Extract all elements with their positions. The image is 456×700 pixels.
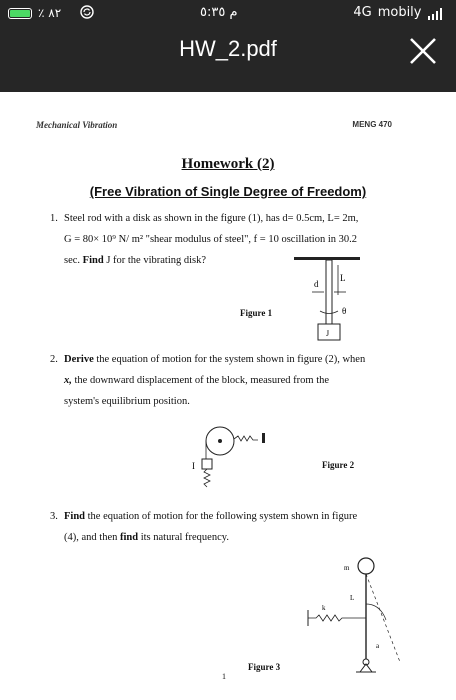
close-icon bbox=[411, 39, 435, 63]
question-text: Steel rod with a disk as shown in the figure (1), has d= 0.5cm, L= 2m, bbox=[64, 213, 359, 224]
figure-1-caption: Figure 1 bbox=[240, 308, 273, 318]
page-number: 1 bbox=[222, 672, 226, 681]
question-text: the downward displacement of the block, measured from the bbox=[74, 375, 330, 386]
question-text: the equation of motion for the following system shown in figure bbox=[87, 511, 358, 522]
label-theta: θ bbox=[342, 306, 347, 316]
question-number: 1. bbox=[50, 213, 58, 224]
label-mass: m bbox=[344, 564, 350, 572]
label-distance: a bbox=[376, 642, 380, 650]
question-text: (4), and then bbox=[64, 532, 118, 543]
figure-2-diagram bbox=[188, 419, 268, 499]
viewer-title-bar bbox=[0, 30, 456, 74]
figure-3-diagram bbox=[300, 552, 420, 674]
homework-title: Homework (2) bbox=[181, 156, 275, 172]
header-course-code: MENG 470 bbox=[352, 120, 392, 129]
figure-1-diagram bbox=[290, 255, 370, 355]
pdf-page[interactable] bbox=[0, 92, 456, 700]
signal-icon bbox=[428, 8, 443, 20]
figure-3-caption: Figure 3 bbox=[248, 662, 281, 672]
sync-icon bbox=[80, 5, 94, 19]
question-number: 2. bbox=[50, 354, 58, 365]
question-text: sec. bbox=[64, 255, 81, 266]
question-keyword: Derive bbox=[64, 354, 94, 365]
header-course-name: Mechanical Vibration bbox=[36, 120, 118, 130]
battery-percentage: ٪ ٨٢ bbox=[38, 6, 62, 20]
question-2 bbox=[50, 349, 410, 412]
question-text: its natural frequency. bbox=[140, 532, 229, 543]
variable-x: x, bbox=[64, 375, 72, 386]
question-keyword: find bbox=[119, 532, 139, 543]
battery-icon bbox=[8, 8, 32, 19]
question-keyword: Find bbox=[64, 511, 86, 522]
label-spring: k bbox=[322, 604, 326, 612]
label-inertia: I bbox=[192, 461, 195, 471]
label-length: L bbox=[340, 273, 346, 283]
figure-2-caption: Figure 2 bbox=[322, 460, 355, 470]
network-status bbox=[353, 5, 442, 20]
question-keyword: Find bbox=[82, 255, 104, 266]
label-inertia: J bbox=[326, 329, 330, 338]
homework-subtitle: (Free Vibration of Single Degree of Freedom) bbox=[89, 184, 367, 199]
status-time: م ٥:٣٥ bbox=[200, 5, 238, 20]
document-title: HW_2.pdf bbox=[179, 36, 277, 61]
question-text: G = 80× 10⁹ N/ m² "shear modulus of steel", f = 10 oscillation in 30.2 bbox=[64, 234, 357, 245]
question-text: J for the vibrating disk? bbox=[106, 255, 207, 266]
question-number: 3. bbox=[50, 511, 58, 522]
question-text: the equation of motion for the system shown in figure (2), when bbox=[96, 354, 366, 365]
question-3 bbox=[50, 506, 410, 548]
close-button[interactable] bbox=[408, 36, 438, 66]
question-text: system's equilibrium position. bbox=[64, 396, 190, 407]
network-type: 4G bbox=[353, 5, 372, 20]
label-diameter: d bbox=[314, 279, 319, 289]
carrier-name: mobily bbox=[377, 5, 422, 20]
status-bar bbox=[0, 0, 456, 30]
label-length: L bbox=[350, 594, 355, 602]
